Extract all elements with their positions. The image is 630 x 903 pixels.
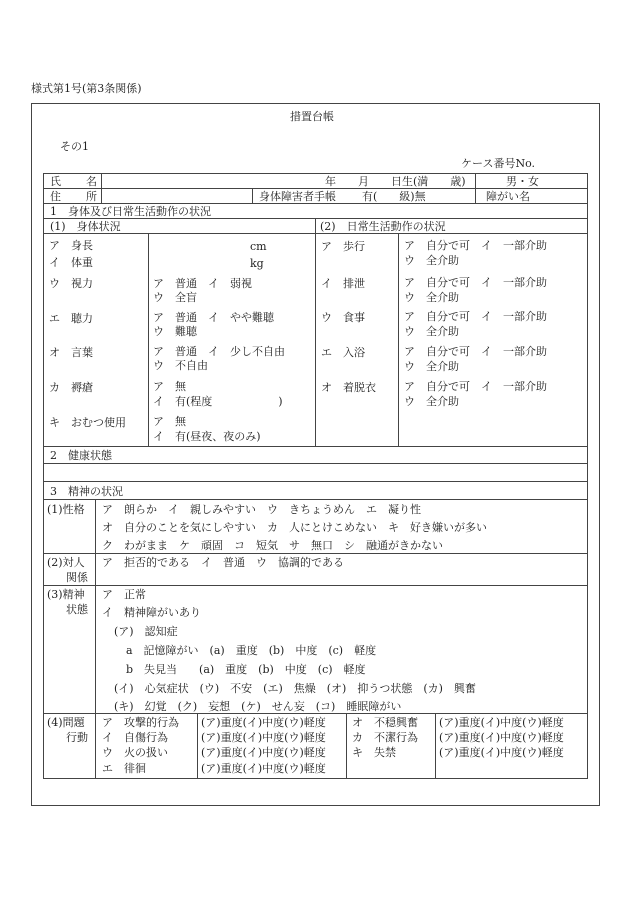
part-label: その1	[60, 140, 89, 153]
form-label: 様式第1号(第3条関係)	[31, 82, 142, 95]
birthdate-field[interactable]: 年 月 日生(満 歳)	[325, 175, 466, 188]
disability-name-label: 障がい名	[486, 190, 530, 203]
form-title: 措置台帳	[290, 110, 334, 123]
health-status-field[interactable]	[44, 464, 587, 481]
handbook-label: 身体障害者手帳	[259, 190, 336, 203]
sex-field[interactable]: 男・女	[506, 175, 539, 188]
section-1-heading: 1 身体及び日常生活動作の状況	[50, 205, 211, 218]
section-3-heading: 3 精神の状況	[50, 485, 123, 498]
address-field[interactable]	[102, 189, 250, 203]
case-number: ケース番号No.	[461, 157, 536, 170]
section-2-heading: 2 健康状態	[50, 449, 112, 462]
body-status-heading: (1) 身体状況	[50, 220, 121, 233]
adl-heading: (2) 日常生活動作の状況	[320, 220, 446, 233]
handbook-field[interactable]: 有( 級)無	[362, 190, 426, 203]
name-field[interactable]	[102, 174, 302, 188]
